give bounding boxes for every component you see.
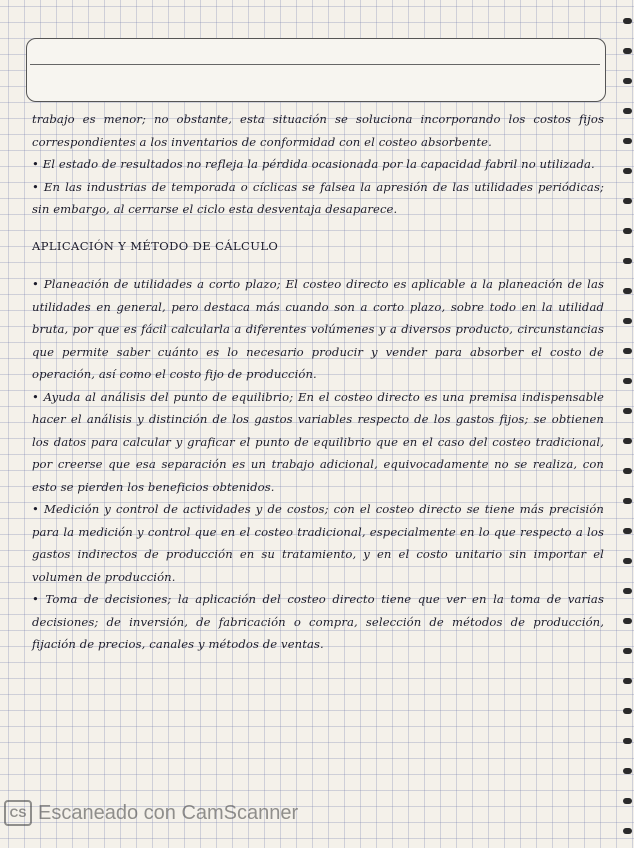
header-box (26, 38, 606, 102)
bullet-medicion-control: • Medición y control de actividades y de costos; con el costeo directo se tiene más precisión para la medición y control que en el costeo tradicional, especialmente en lo que respecto a los gastos indirectos de producción en su tratamiento, y en el costo unitario sin importar el volumen de producción. (32, 502, 604, 584)
handwritten-notes (32, 108, 604, 656)
spiral-binding (620, 0, 634, 848)
bullet-planeacion-utilidades: • Planeación de utilidades a corto plazo; El costeo directo es aplicable a la planeación de las utilidades en general, pero destaca más cuando son a corto plazo, sobre todo en la utilidad bruta, por que es fácil calcularla a diferentes volúmenes y a diversos producto, circunstancias que permite saber cuánto es lo necesario producir y vender para absorber el costo de operación, así como el costo fijo de producción. (32, 277, 604, 381)
paragraph-continuation: trabajo es menor; no obstante, esta situación se soluciona incorporando los costos fijos correspondientes a los inventarios de conformidad con el costeo absorbente. (32, 112, 604, 149)
watermark-text: Escaneado con CamScanner (38, 801, 299, 824)
bullet-estado-resultados: • El estado de resultados no refleja la pérdida ocasionada por la capacidad fabril no utilizada. (32, 157, 595, 171)
camscanner-watermark (4, 800, 298, 826)
section-heading: APLICACIÓN Y MÉTODO DE CÁLCULO (32, 238, 279, 253)
header-divider (30, 64, 600, 65)
bullet-industrias-temporada: • En las industrias de temporada o cíclicas se falsea la apresión de las utilidades periódicas; sin embargo, al cerrarse el ciclo esta desventaja desaparece. (32, 179, 604, 216)
camscanner-logo-icon: CS (4, 800, 32, 826)
bullet-punto-equilibrio: • Ayuda al análisis del punto de equilibrio; En el costeo directo es una premisa indispensable hacer el análisis y distinción de los gastos variables respecto de los gastos fijos; se obtienen los datos para calcular y graficar el punto de equilibrio que en el caso del costeo tradicional, por creerse que esa separación es un trabajo adicional, equivocadamente no se realiza, con esto se pierden los beneficios obtenidos. (32, 389, 604, 494)
bullet-toma-decisiones: • Toma de decisiones; la aplicación del costeo directo tiene que ver en la toma de varias decisiones; de inversión, de fabricación o compra, selección de métodos de producción, fijación de precios, canales y métodos de ventas. (32, 592, 604, 651)
